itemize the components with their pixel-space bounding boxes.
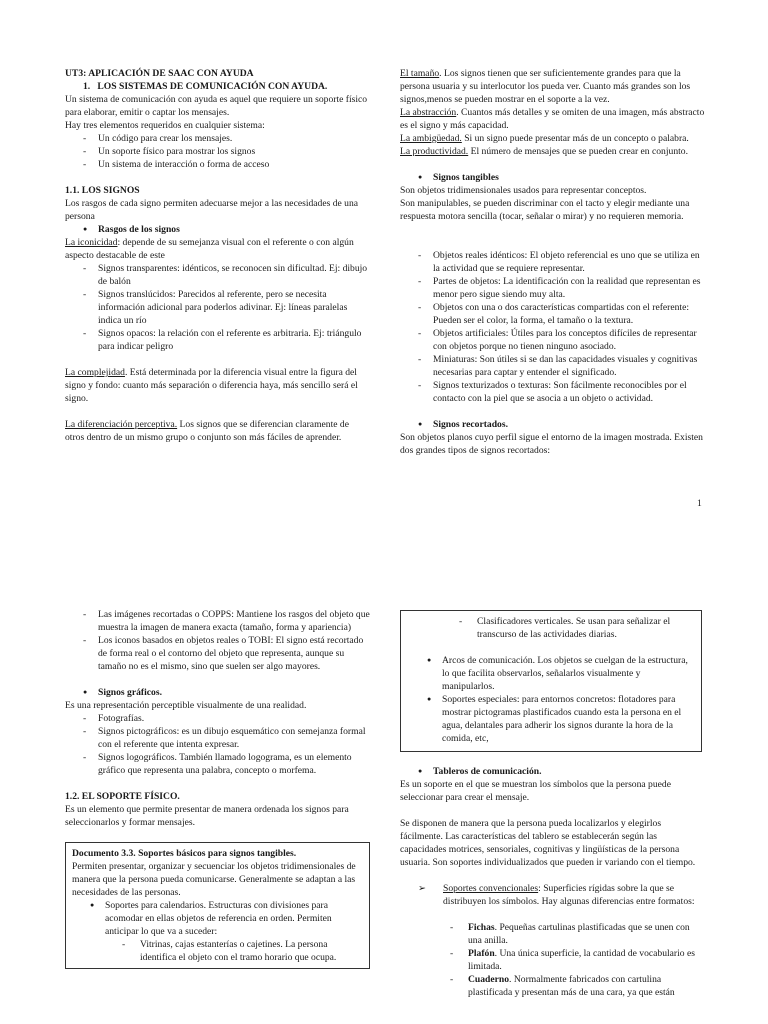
term: Cuaderno bbox=[468, 974, 510, 985]
term-text: : Superficies rígidas sobre la que se distribuyen los símbolos. Hay algunas diferencias entre formatos: bbox=[443, 883, 695, 907]
page1-right-column bbox=[400, 67, 705, 457]
list-item: - Partes de objetos: La identificación con la realidad que representan es menor pero sigue siendo muy alta. bbox=[400, 275, 705, 301]
list-item: ● Signos gráficos. bbox=[65, 686, 370, 699]
list-item: - Signos pictográficos: es un dibujo esquemático con semejanza formal con el referente que intenta expresar. bbox=[65, 725, 370, 751]
list-item: ● Soportes especiales: para entornos concretos: flotadores para mostrar pictogramas plastificados cuando esta la persona en el agua, delantales para adherir los signos durante la hora de la comida, etc, bbox=[409, 693, 693, 745]
document-box-continued bbox=[400, 610, 702, 752]
term-text: . Una única superficie, la cantidad de vocabulario es limitada. bbox=[468, 948, 695, 972]
term: La complejidad bbox=[65, 367, 125, 378]
graficos-list bbox=[65, 712, 370, 777]
term-text: . Los signos tienen que ser suficientemente grandes para que la persona usuaria y su interlocutor los pueda ver. Cuanto más grandes son los signos,menos se pueden mostrar en el soporte a la vez. bbox=[400, 68, 691, 105]
term: La productividad. bbox=[400, 146, 469, 157]
term-text: Los signos que se diferencian claramente de otros dentro de un mismo grupo o conjunto son más fáciles de aprender. bbox=[65, 419, 349, 443]
list-item: ● Arcos de comunicación. Los objetos se cuelgan de la estructura, lo que facilita observarlos, señalarlos visualmente y manipularlos. bbox=[409, 654, 693, 693]
section-heading: 1. LOS SISTEMAS DE COMUNICACIÓN CON AYUDA. bbox=[83, 81, 328, 92]
list-item bbox=[400, 882, 702, 908]
list-item: - Vitrinas, cajas estanterías o cajetines. La persona identifica el objeto con el tramo horario que ocupa. bbox=[72, 938, 363, 964]
paragraph: Son manipulables, se pueden discriminar con el tacto y elegir mediante una respuesta motora sencilla (tocar, señalar o mirar) y no requieren memoria. bbox=[400, 198, 690, 222]
term: Plafón bbox=[468, 948, 495, 959]
term: La abstracción bbox=[400, 107, 457, 118]
list-item: - Las imágenes recortadas o COPPS: Mantiene los rasgos del objeto que muestra la imagen de manera exacta (tamaño, forma y apariencia) bbox=[65, 608, 370, 634]
list-item: - Miniaturas: Son útiles si se dan las capacidades visuales y cognitivas necesarias para captar y entender el significado. bbox=[400, 353, 705, 379]
term: El tamaño bbox=[400, 68, 440, 79]
list-item: - Los iconos basados en objetos reales o TOBI: El signo está recortado de forma real o el contorno del objeto que representa, aunque su tamaño no es el mismo, sino que suelen ser algo mayores. bbox=[65, 634, 370, 673]
document-page-2 bbox=[0, 590, 768, 1024]
paragraph bbox=[400, 145, 705, 158]
list-item: ● Tableros de comunicación. bbox=[400, 765, 702, 778]
paragraph: Son objetos tridimensionales usados para representar conceptos. bbox=[400, 185, 647, 196]
paragraph bbox=[65, 366, 370, 405]
term-text: El número de mensajes que se pueden crear en conjunto. bbox=[468, 146, 688, 157]
page2-left-column bbox=[65, 608, 370, 969]
box-sub-list bbox=[409, 615, 693, 641]
paragraph: Son objetos planos cuyo perfil sigue el entorno de la imagen mostrada. Existen dos grandes tipos de signos recortados: bbox=[400, 432, 703, 456]
term-text: . Pequeñas cartulinas plastificadas que se unen con una anilla. bbox=[468, 922, 690, 946]
paragraph: Es una representación perceptible visualmente de una realidad. bbox=[65, 700, 307, 711]
rasgos-list bbox=[65, 223, 370, 236]
list-item bbox=[400, 947, 702, 973]
list-item: ● Soportes para calendarios. Estructuras con divisiones para acomodar en ellas objetos de referencia en orden. Permiten anticipar lo que va a suceder: bbox=[72, 899, 363, 938]
term-text: . Normalmente fabricados con cartulina plastificada y presentan más de una cara, ya que están bbox=[468, 974, 675, 998]
term: La diferenciación perceptiva. bbox=[65, 419, 178, 430]
list-item: - Un código para crear los mensajes. bbox=[65, 132, 370, 145]
graficos-heading-list bbox=[65, 686, 370, 699]
paragraph: Hay tres elementos requeridos en cualquier sistema: bbox=[65, 120, 265, 131]
paragraph: Permiten presentar, organizar y secuenciar los objetos tridimensionales de manera que la persona pueda comunicarse. Generalmente se adaptan a las necesidades de las personas. bbox=[72, 861, 356, 898]
paragraph bbox=[400, 132, 705, 145]
paragraph: Es un elemento que permite presentar de manera ordenada los signos para seleccionarlos y formar mensajes. bbox=[65, 804, 349, 828]
term-text: Si un signo puede presentar más de un concepto o palabra. bbox=[461, 133, 689, 144]
formatos-list bbox=[400, 921, 702, 999]
document-title: UT3: APLICACIÓN DE SAAC CON AYUDA bbox=[65, 68, 254, 79]
box-list bbox=[409, 654, 693, 745]
paragraph bbox=[65, 236, 370, 262]
list-item: ● Signos tangibles bbox=[400, 171, 705, 184]
convencionales-list bbox=[400, 882, 702, 908]
paragraph: Un sistema de comunicación con ayuda es aquel que requiere un soporte físico para elaborar, emitir o captar los mensajes. bbox=[65, 94, 368, 118]
term-text: : depende de su semejanza visual con el referente o con algún aspecto destacable de este bbox=[65, 237, 354, 261]
list-item: - Signos opacos: la relación con el referente es arbitraria. Ej: triángulo para indicar peligro bbox=[65, 327, 370, 353]
iconicidad-list bbox=[65, 262, 370, 353]
term: Fichas bbox=[468, 922, 495, 933]
list-item: - Signos translúcidos: Parecidos al referente, pero se necesita información adicional para poderlos adivinar. Ej: líneas paralelas indica un río bbox=[65, 288, 370, 327]
list-item: - Signos logográficos. También llamado logograma, es un elemento gráfico que representa una palabra, concepto o morfema. bbox=[65, 751, 370, 777]
paragraph: Se disponen de manera que la persona pueda localizarlos y elegirlos fácilmente. Las características del tablero se establecerán según las capacidades motrices, sensoriales, cognitivas y lingüísticas de la persona usuaria. Son soportes individualizados que pueden ir variando con el tiempo. bbox=[400, 818, 696, 868]
box-title: Documento 3.3. Soportes básicos para signos tangibles. bbox=[72, 848, 297, 859]
paragraph bbox=[65, 418, 370, 444]
box-sub-list bbox=[72, 938, 363, 964]
list-item: - Un sistema de interacción o forma de acceso bbox=[65, 158, 370, 171]
tangibles-list bbox=[400, 249, 705, 405]
list-item: - Signos texturizados o texturas: Son fácilmente reconocibles por el contacto con la piel que se asocia a un objeto o actividad. bbox=[400, 379, 705, 405]
page-number: 1 bbox=[697, 498, 702, 509]
list-item: - Objetos reales idénticos: El objeto referencial es uno que se utiliza en la actividad que se requiere representar. bbox=[400, 249, 705, 275]
elements-list bbox=[65, 132, 370, 171]
paragraph bbox=[400, 106, 705, 132]
list-item: ● Rasgos de los signos bbox=[65, 223, 370, 236]
recortados-list bbox=[65, 608, 370, 673]
list-item: - Un soporte físico para mostrar los signos bbox=[65, 145, 370, 158]
document-box bbox=[65, 842, 370, 969]
section-heading: 1.2. EL SOPORTE FÍSICO. bbox=[65, 791, 180, 802]
box-list bbox=[72, 899, 363, 938]
list-item: - Fotografías. bbox=[65, 712, 370, 725]
list-item bbox=[400, 921, 702, 947]
paragraph: Es un soporte en el que se muestran los símbolos que la persona puede seleccionar para crear el mensaje. bbox=[400, 779, 671, 803]
list-item: - Objetos con una o dos características compartidas con el referente: Pueden ser el color, la forma, el tamaño o la textura. bbox=[400, 301, 705, 327]
list-item: - Clasificadores verticales. Se usan para señalizar el transcurso de las actividades diarias. bbox=[409, 615, 693, 641]
term-text: . Cuantos más detalles y se omiten de una imagen, más abstracto es el signo y más capacidad. bbox=[400, 107, 705, 131]
list-item: - Objetos artificiales: Útiles para los conceptos difíciles de representar con objetos porque no tienen ninguno asociado. bbox=[400, 327, 705, 353]
list-item: - Signos transparentes: idénticos, se reconocen sin dificultad. Ej: dibujo de balón bbox=[65, 262, 370, 288]
recortados-heading-list bbox=[400, 418, 705, 431]
term: La ambigüedad. bbox=[400, 133, 462, 144]
page1-left-column bbox=[65, 67, 370, 444]
paragraph bbox=[400, 67, 705, 106]
tangibles-heading-list bbox=[400, 171, 705, 184]
term: La iconicidad bbox=[65, 237, 118, 248]
paragraph: Los rasgos de cada signo permiten adecuarse mejor a las necesidades de una persona bbox=[65, 198, 359, 222]
section-heading: 1.1. LOS SIGNOS bbox=[65, 185, 140, 196]
list-item: ● Signos recortados. bbox=[400, 418, 705, 431]
tableros-heading-list bbox=[400, 765, 702, 778]
term: Soportes convencionales bbox=[443, 883, 539, 894]
list-item bbox=[400, 973, 702, 999]
page2-right-column bbox=[400, 610, 702, 999]
term-text: . Está determinada por la diferencia visual entre la figura del signo y fondo: cuanto más separación o diferencia haya, más sencillo será el signo. bbox=[65, 367, 358, 404]
